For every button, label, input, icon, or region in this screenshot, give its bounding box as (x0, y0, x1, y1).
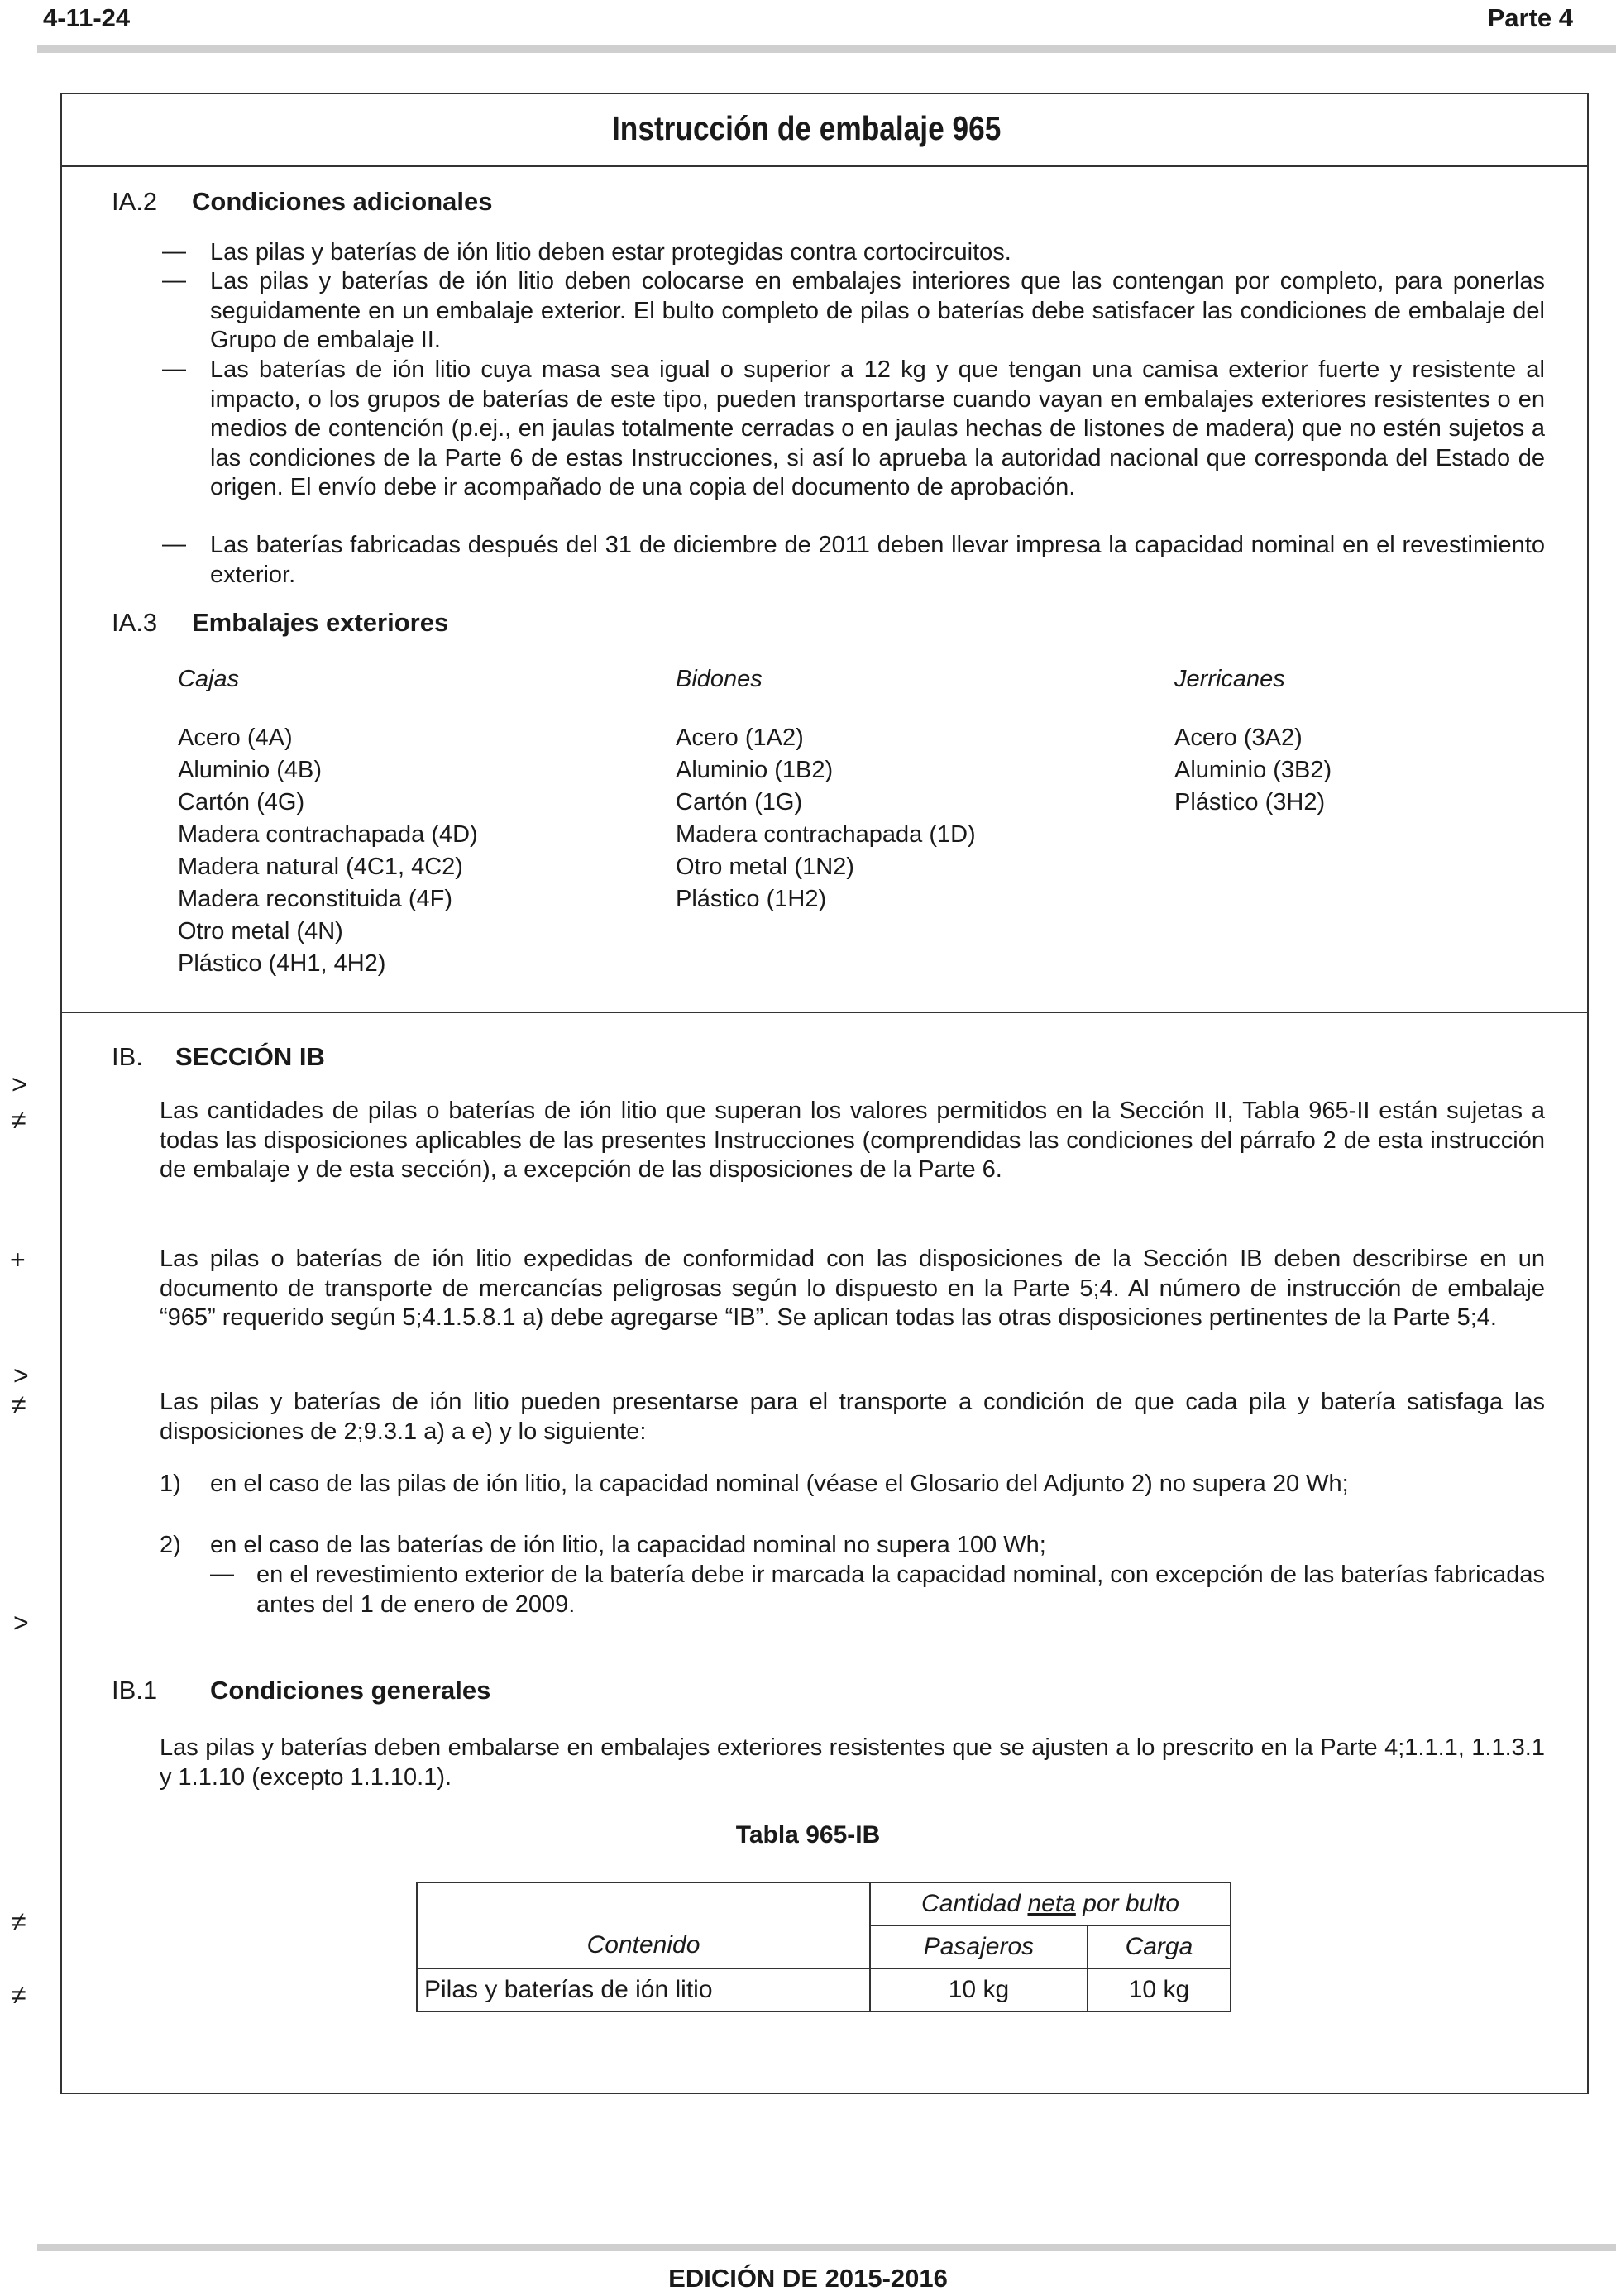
table-cell-cargo: 10 kg (1088, 1968, 1231, 2011)
list-item: Madera contrachapada (4D) (178, 821, 478, 848)
ia2-heading: Condiciones adicionales (192, 187, 493, 216)
list-item: Otro metal (4N) (178, 918, 343, 945)
revision-mark: ≠ (12, 1390, 26, 1419)
ib-item-2-number: 2) (160, 1532, 181, 1558)
column-header: Jerricanes (1174, 666, 1285, 692)
ib-number: IB. (112, 1042, 143, 1071)
table-header-contents: Contenido (417, 1882, 870, 1968)
revision-mark: + (10, 1245, 26, 1275)
table-header-cargo: Carga (1088, 1925, 1231, 1968)
table-header-passengers: Pasajeros (870, 1925, 1088, 1968)
ib1-paragraph: Las pilas y baterías deben embalarse en embalajes exteriores resistentes que se ajusten a lo prescrito en la Parte 4;1.1.1, 1.1.3.1 y 1.1.10 (excepto 1.1.10.1). (160, 1734, 1545, 1791)
ib-heading: SECCIÓN IB (175, 1042, 325, 1071)
ib-item-1: en el caso de las pilas de ión litio, la capacidad nominal (véase el Glosario del Adjunto 2) no supera 20 Wh; (210, 1471, 1349, 1497)
footer-rule (37, 2244, 1616, 2251)
revision-mark: ≠ (12, 1105, 26, 1135)
list-item: Acero (1A2) (676, 725, 804, 751)
table-row (417, 1968, 1231, 2011)
list-item: Acero (3A2) (1174, 725, 1303, 751)
ib-item-1-number: 1) (160, 1471, 181, 1497)
table-header-group: Cantidad neta por bulto (870, 1882, 1231, 1925)
bullet-dash: — (162, 267, 186, 294)
table-cell-passengers: 10 kg (870, 1968, 1088, 2011)
ia2-bullet-3: Las baterías de ión litio cuya masa sea igual o superior a 12 kg y que tengan una camisa exterior fuerte y resistente al impacto, o los grupos de baterías de este tipo, pueden transportarse cuando vayan en embalajes exteriores resistentes o en medios de contención (p.ej., en jaulas totalmente cerradas o en jaulas hechas de listones de madera) que no estén sujetos a las condiciones de la Parte 6 de estas Instrucciones, si así lo aprueba la autoridad nacional que corresponda del Estado de origen. El envío debe ir acompañado de una copia del documento de aprobación. (210, 356, 1545, 500)
ia2-number: IA.2 (112, 187, 158, 216)
list-item: Madera contrachapada (1D) (676, 821, 976, 848)
page-title: Instrucción de embalaje 965 (612, 109, 1002, 147)
section-divider (60, 1012, 1589, 1013)
ib-item-2: en el caso de las baterías de ión litio, la capacidad nominal no supera 100 Wh; (210, 1532, 1046, 1558)
ia2-bullet-2: Las pilas y baterías de ión litio deben colocarse en embalajes interiores que las contengan por completo, para ponerlas seguidamente en un embalaje exterior. El bulto completo de pilas o baterías debe satisfacer las condiciones de embalaje del Grupo de embalaje II. (210, 268, 1545, 353)
list-item: Plástico (4H1, 4H2) (178, 950, 386, 977)
revision-mark: > (13, 1361, 29, 1390)
ib1-heading: Condiciones generales (210, 1676, 491, 1705)
revision-mark: > (13, 1608, 29, 1638)
list-item: Aluminio (4B) (178, 757, 323, 783)
header-rule (37, 45, 1616, 53)
edition-footer: EDICIÓN DE 2015-2016 (668, 2264, 948, 2293)
page-date: 4-11-24 (43, 3, 131, 32)
revision-mark: ≠ (12, 1980, 26, 2010)
bullet-dash: — (162, 356, 186, 382)
list-item: Aluminio (1B2) (676, 757, 834, 783)
list-item: Cartón (4G) (178, 789, 305, 816)
list-item: Madera reconstituida (4F) (178, 886, 453, 912)
list-item: Cartón (1G) (676, 789, 803, 816)
ia3-heading: Embalajes exteriores (192, 608, 449, 637)
list-item: Plástico (3H2) (1174, 789, 1326, 816)
packaging-column-jerricans (1174, 663, 1538, 819)
column-header: Cajas (178, 666, 240, 692)
ib-paragraph-1: Las cantidades de pilas o baterías de ión litio que superan los valores permitidos en la Sección II, Tabla 965-II están sujetas a todas las disposiciones aplicables de las presentes Instrucciones (comprendidas las condiciones del párrafo 2 de esta instrucción de embalaje y de esta sección), a excepción de las disposiciones de la Parte 6. (160, 1098, 1545, 1183)
ia2-bullet-4: Las baterías fabricadas después del 31 de diciembre de 2011 deben llevar impresa la capacidad nominal en el revestimiento exterior. (210, 532, 1545, 588)
quantity-table (416, 1882, 1231, 2012)
list-item: Acero (4A) (178, 725, 293, 751)
ib-paragraph-2: Las pilas o baterías de ión litio expedidas de conformidad con las disposiciones de la Sección IB deben describirse en un documento de transporte de mercancías peligrosas según lo dispuesto en la Parte 5;4. Al número de instrucción de embalaje “965” requerido según 5;4.1.5.8.1 a) debe agregarse “IB”. Se aplican todas las otras disposiciones pertinentes de la Parte 5;4. (160, 1246, 1545, 1331)
ia3-number: IA.3 (112, 608, 158, 637)
table-cell-contents: Pilas y baterías de ión litio (417, 1968, 870, 2011)
list-item: Madera natural (4C1, 4C2) (178, 854, 463, 880)
packaging-column-boxes (178, 663, 641, 980)
list-item: Aluminio (3B2) (1174, 757, 1332, 783)
list-item: Plástico (1H2) (676, 886, 827, 912)
ia2-bullet-1: Las pilas y baterías de ión litio deben estar protegidas contra cortocircuitos. (210, 239, 1011, 265)
column-header: Bidones (676, 666, 763, 692)
bullet-dash: — (162, 238, 186, 265)
ib-paragraph-3: Las pilas y baterías de ión litio pueden presentarse para el transporte a condición de que cada pila y batería satisfaga las disposiciones de 2;9.3.1 a) a e) y lo siguiente: (160, 1389, 1545, 1445)
page-part: Parte 4 (1487, 3, 1573, 32)
ib-item-2-sub: en el revestimiento exterior de la batería debe ir marcada la capacidad nominal, con excepción de las baterías fabricadas antes del 1 de enero de 2009. (256, 1562, 1545, 1618)
table-title: Tabla 965-IB (735, 1821, 881, 1849)
title-divider (60, 165, 1589, 167)
revision-mark: ≠ (12, 1906, 26, 1936)
packaging-column-drums (676, 663, 1139, 916)
bullet-dash: — (210, 1561, 234, 1587)
bullet-dash: — (162, 531, 186, 557)
ib1-number: IB.1 (112, 1676, 158, 1705)
revision-mark: > (12, 1069, 27, 1099)
list-item: Otro metal (1N2) (676, 854, 854, 880)
